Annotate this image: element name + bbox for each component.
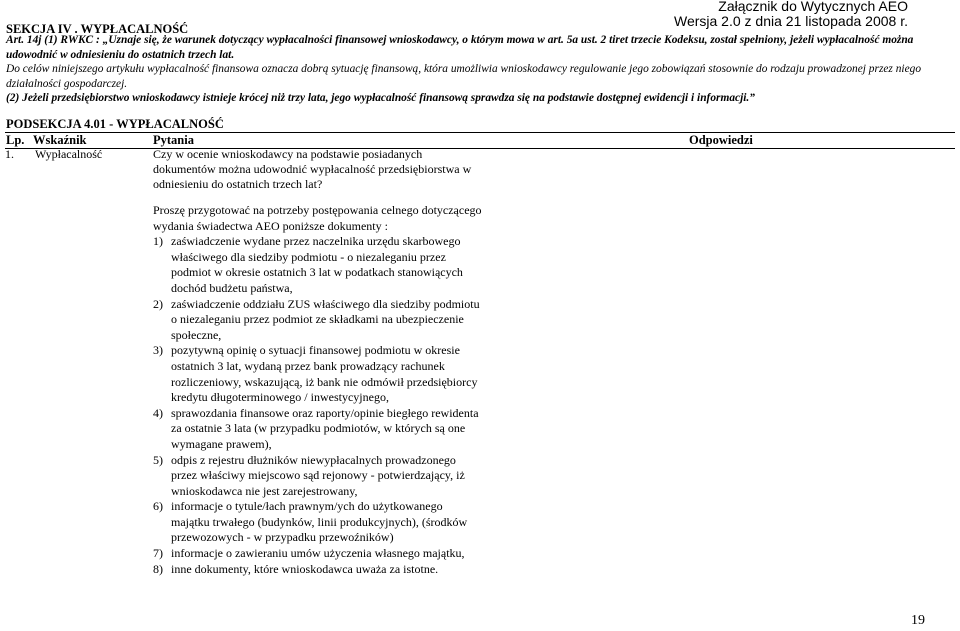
row-question: Czy w ocenie wnioskodawcy na podstawie posiadanych dokumentów można udowodnić wypłacalność przedsiębiorstwa w odniesieniu do ostatnich trzech lat? — [153, 147, 472, 191]
list-item-number: 8) — [153, 561, 163, 576]
guidance-intro: Proszę przygotować na potrzeby postępowania celnego dotyczącego wydania świadectwa AEO poniższe dokumenty : — [153, 203, 482, 233]
list-item-text: inne dokumenty, które wnioskodawca uważa za istotne. — [171, 561, 439, 576]
row-indicator: Wypłacalność — [35, 147, 103, 161]
intro-paragraph-2: (2) Jeżeli przedsiębiorstwo wnioskodawcy istnieje krócej niż trzy lata, jego wypłacalność finansową sprawdza się na podstawie dostępnej ewidencji i informacji.” — [6, 92, 755, 104]
header-odpowiedzi: Odpowiedzi — [689, 133, 753, 147]
list-item-text: pozytywną opinię o sytuacji finansowej podmiotu w okresie ostatnich 3 lat, wydaną przez bank prowadzący rachunek rozliczeniowy, wskazującą, iż bank nie odmówił przedsiębiorcy kredytu długoterminowego / inwestycyjnego, — [171, 343, 478, 405]
subsection-title: PODSEKCJA 4.01 - WYPŁACALNOŚĆ — [6, 117, 224, 131]
list-item — [153, 297, 483, 344]
list-item — [153, 499, 483, 546]
version-line: Wersja 2.0 z dnia 21 listopada 2008 r. — [673, 13, 908, 29]
row-answer-guidance — [153, 203, 483, 577]
table-row — [5, 147, 103, 162]
header-wskaznik: Wskaźnik — [33, 133, 87, 147]
section-title: SEKCJA IV . WYPŁACALNOŚĆ — [6, 22, 189, 36]
list-item — [153, 406, 483, 453]
intro-article-text: Art. 14j (1) RWKC : „Uznaje się, że warunek dotyczący wypłacalności finansowej wnioskodawcy, o którym mowa w art. 5a ust. 2 tiret trzecie Kodeksu, został spełniony, jeżeli wypłacalność można udowodnić w odniesieniu do ostatnich trzech lat. — [6, 34, 914, 61]
list-item-number: 4) — [153, 405, 163, 420]
list-item — [153, 234, 483, 296]
header-pytania: Pytania — [153, 133, 194, 147]
documents-list — [153, 234, 483, 577]
table-header — [5, 132, 955, 149]
row-number: 1. — [5, 147, 14, 161]
list-item — [153, 546, 483, 562]
list-item-number: 2) — [153, 296, 163, 311]
list-item-number: 3) — [153, 343, 163, 358]
list-item-text: odpis z rejestru dłużników niewypłacalnych prowadzonego przez właściwy miejscowo sąd rejonowy - potwierdzający, iż wnioskodawca nie jest zarejestrowany, — [171, 452, 465, 498]
list-item-number: 6) — [153, 499, 163, 514]
list-item-text: sprawozdania finansowe oraz raporty/opinie biegłego rewidenta za ostatnie 3 lata (w przypadku podmiotów, w których są one wymagane prawem), — [171, 405, 479, 451]
list-item-number: 7) — [153, 546, 163, 561]
list-item-text: zaświadczenie oddziału ZUS właściwego dla siedziby podmiotu o niezaleganiu przez podmiot ze składkami na ubezpieczenie społeczne, — [171, 296, 480, 342]
attachment-title: Załącznik do Wytycznych AEO — [718, 0, 908, 14]
list-item — [153, 343, 483, 405]
list-item-text: informacje o zawieraniu umów użyczenia własnego majątku, — [171, 546, 465, 561]
page-number: 19 — [911, 613, 925, 628]
list-item-text: informacje o tytule/łach prawnym/ych do użytkowanego majątku trwałego (budynków, linii produkcyjnych), (środków przewozowych - w przypadku przewoźników) — [171, 499, 468, 545]
header-lp: Lp. — [6, 133, 25, 147]
list-item — [153, 562, 483, 578]
list-item-number: 1) — [153, 234, 163, 249]
list-item — [153, 453, 483, 500]
intro-definition-text: Do celów niniejszego artykułu wypłacalność finansowa oznacza dobrą sytuację finansową, która umożliwia wnioskodawcy regulowanie jego zobowiązań stosownie do rodzaju prowadzonej przez niego działalności gospodarczej. — [6, 63, 922, 90]
list-item-text: zaświadczenie wydane przez naczelnika urzędu skarbowego właściwego dla siedziby podmiotu - o niezaleganiu przez podmiot w okresie ostatnich 3 lat w podatkach stanowiących dochód budżetu państwa, — [171, 234, 463, 295]
document-header — [674, 0, 908, 29]
list-item-number: 5) — [153, 452, 163, 467]
legal-intro — [6, 33, 958, 106]
